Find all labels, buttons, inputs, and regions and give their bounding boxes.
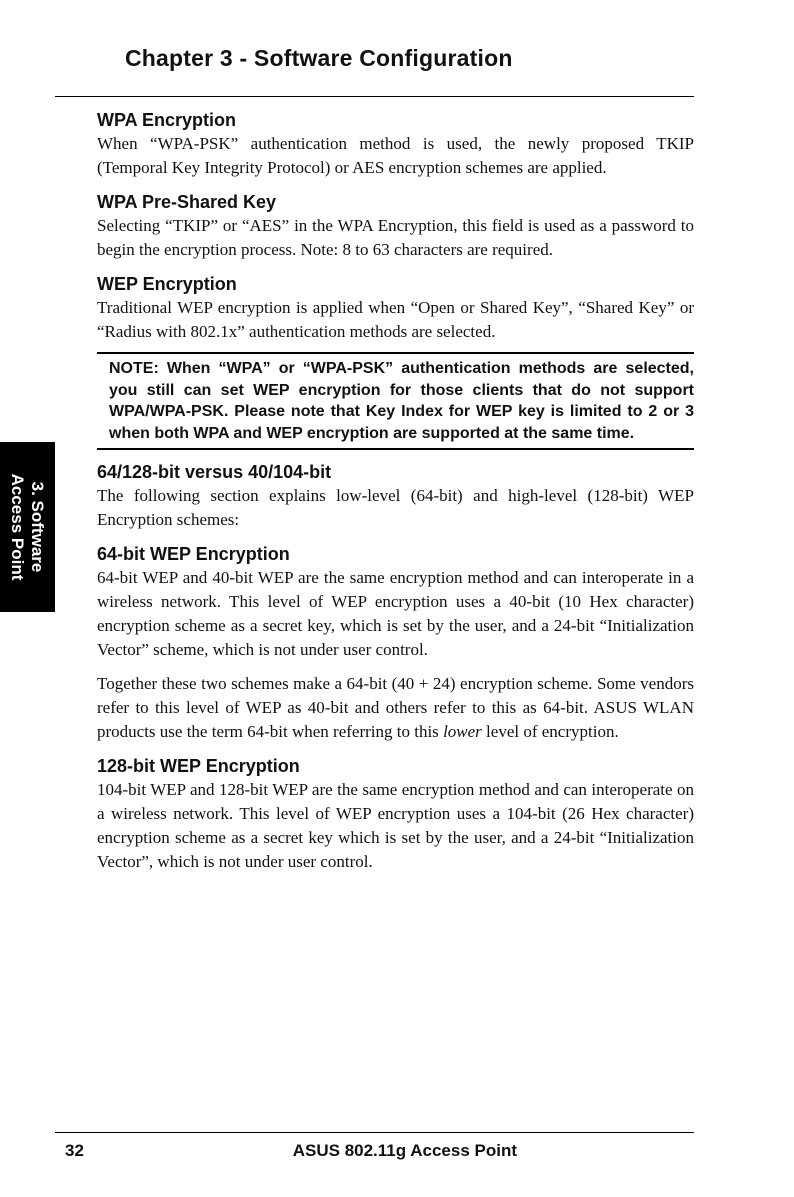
chapter-title: Chapter 3 - Software Configuration [125, 45, 513, 71]
side-tab-line-1: 3. Software [28, 481, 47, 573]
footer-divider [55, 1132, 694, 1133]
paragraph-wpa-encryption: When “WPA-PSK” authentication method is used, the newly proposed TKIP (Temporal Key Integrity Protocol) or AES encryption schemes are applied. [97, 134, 694, 177]
section-wpa-encryption [97, 108, 694, 180]
note-box [97, 352, 694, 450]
emphasis-lower: lower [443, 722, 482, 741]
heading-wep-encryption: WEP Encryption [97, 274, 237, 294]
chapter-side-tab [0, 442, 55, 612]
side-tab-line-2: Access Point [8, 473, 27, 581]
heading-wpa-encryption: WPA Encryption [97, 110, 236, 130]
section-wep-encryption [97, 272, 694, 344]
heading-wpa-psk: WPA Pre-Shared Key [97, 192, 277, 212]
footer-title: ASUS 802.11g Access Point [292, 1141, 517, 1160]
heading-bit-versus: 64/128-bit versus 40/104-bit [97, 462, 332, 482]
header-divider [55, 96, 694, 97]
paragraph-wep64-2 [97, 672, 694, 744]
paragraph-wep64-2-end: level of encryption. [481, 722, 619, 741]
paragraph-bit-versus: The following section explains low-level (64-bit) and high-level (128-bit) WEP Encryption schemes: [97, 486, 694, 529]
section-wpa-psk [97, 190, 694, 262]
heading-wep64: 64-bit WEP Encryption [97, 544, 290, 564]
paragraph-wep64-2-start: Together these two schemes make a 64-bit (40 + 24) encryption scheme. Some vendors refer to this level of WEP as 40-bit and others refer to this as 64-bit. ASUS WLAN products use the term 64-bit when referring to this [97, 674, 694, 741]
paragraph-wep-encryption: Traditional WEP encryption is applied when “Open or Shared Key”, “Shared Key” or “Radius with 802.1x” authentication methods are selected. [97, 298, 694, 341]
section-wep128 [97, 754, 694, 874]
heading-wep128: 128-bit WEP Encryption [97, 756, 300, 776]
page-content [97, 108, 694, 874]
side-tab-label [7, 474, 47, 581]
paragraph-wep64-1: 64-bit WEP and 40-bit WEP are the same encryption method and can interoperate in a wireless network. This level of WEP encryption uses a 40-bit (10 Hex character) encryption scheme as a secret key, which is set by the user, and a 24-bit “Initialization Vector” scheme, which is not under user control. [97, 568, 694, 659]
paragraph-wep128: 104-bit WEP and 128-bit WEP are the same encryption method and can interoperate on a wireless network. This level of WEP encryption uses a 104-bit (26 Hex character) encryption scheme as a secret key which is set by the user, and a 24-bit “Initialization Vector”, which is not under user control. [97, 780, 694, 871]
page-number: 32 [65, 1141, 84, 1160]
section-bit-versus [97, 460, 694, 532]
paragraph-wpa-psk: Selecting “TKIP” or “AES” in the WPA Encryption, this field is used as a password to begin the encryption process. Note: 8 to 63 characters are required. [97, 216, 694, 259]
section-wep64 [97, 542, 694, 744]
note-text: NOTE: When “WPA” or “WPA-PSK” authentication methods are selected, you still can set WEP encryption for those clients that do not support WPA/WPA-PSK. Please note that Key Index for WEP key is limited to 2 or 3 when both WPA and WEP encryption are supported at the same time. [109, 360, 694, 442]
